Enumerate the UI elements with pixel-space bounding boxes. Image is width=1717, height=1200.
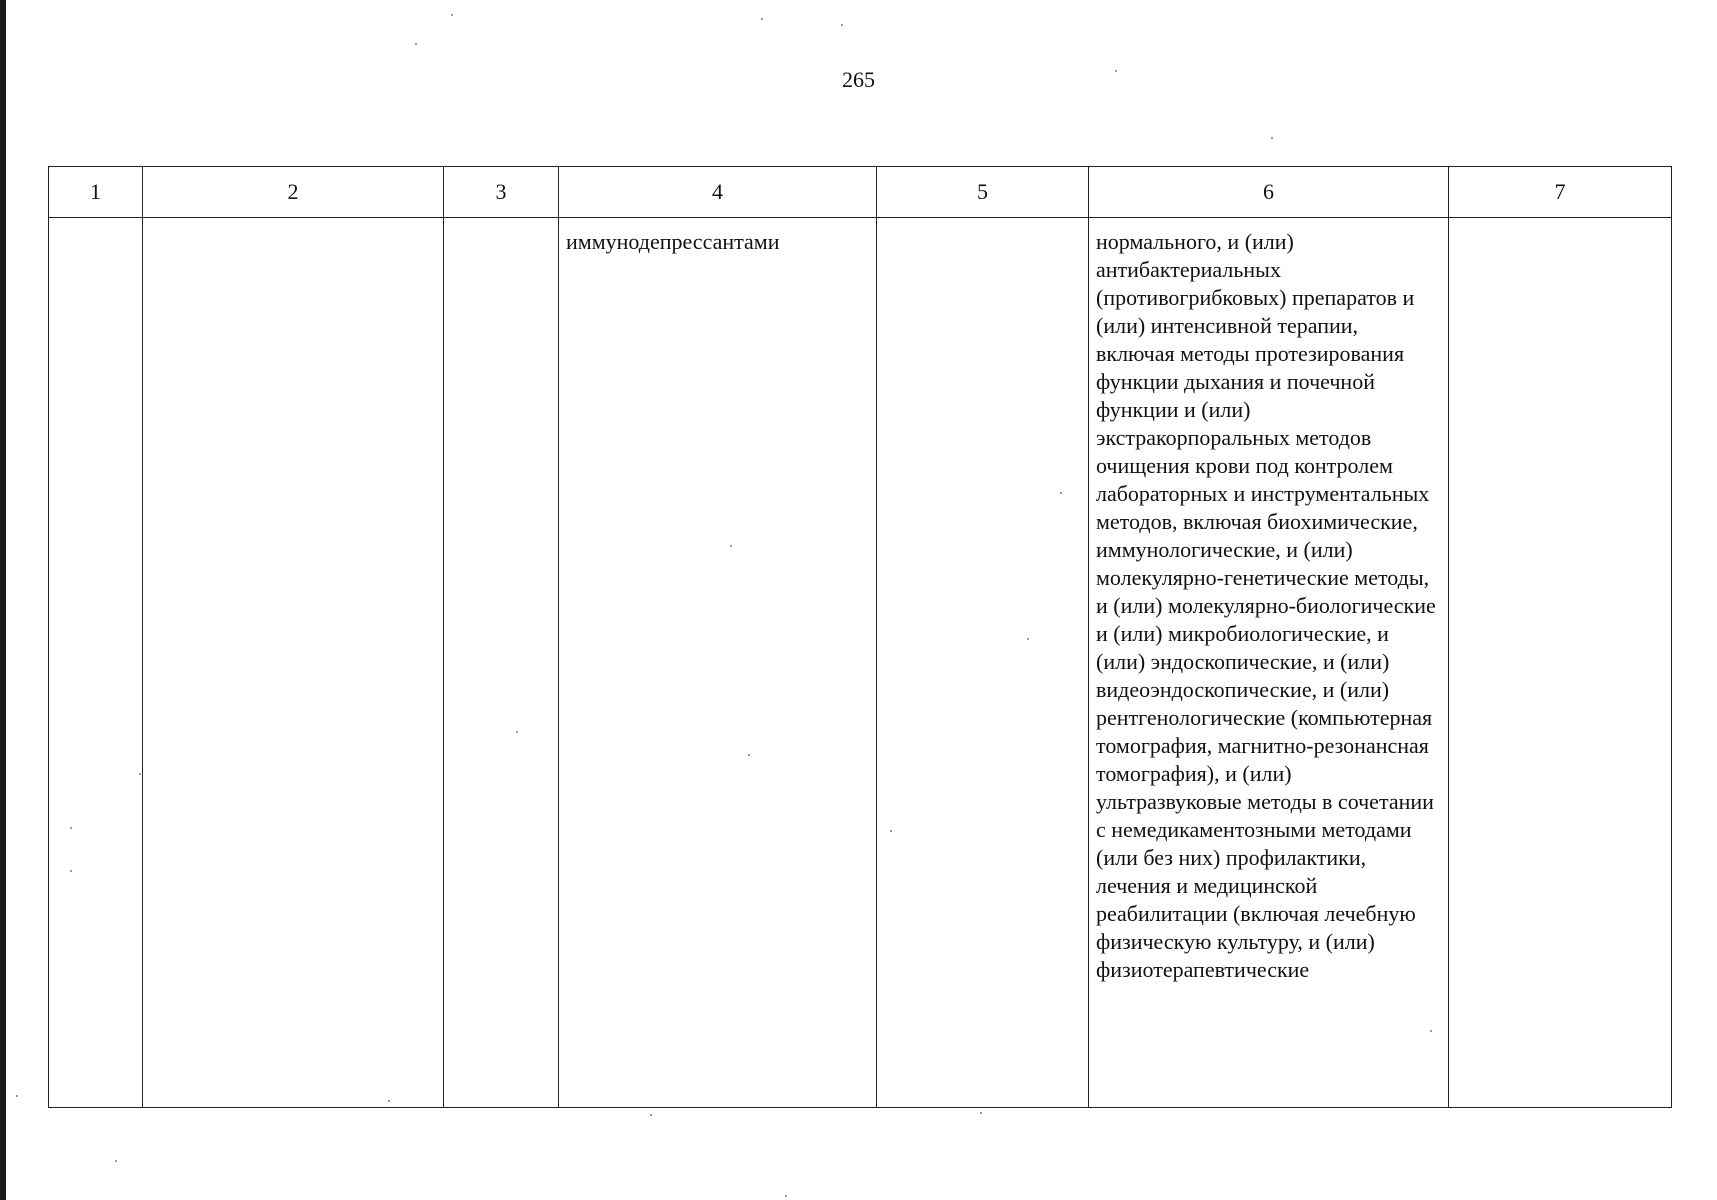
scan-speck	[70, 870, 72, 872]
scan-speck	[1430, 1030, 1432, 1032]
table-cell-col-5	[877, 218, 1089, 1108]
scan-speck	[730, 545, 732, 547]
scan-speck	[650, 1114, 652, 1116]
scan-edge	[0, 0, 6, 1200]
column-header-2: 2	[143, 167, 444, 218]
cell-text: иммунодепрессантами	[566, 229, 780, 254]
scan-speck	[1271, 137, 1273, 139]
scan-speck	[451, 14, 453, 16]
table-cell-col-6	[1089, 218, 1449, 1108]
table-cell-col-7	[1449, 218, 1672, 1108]
column-header-1: 1	[49, 167, 143, 218]
column-header-5: 5	[877, 167, 1089, 218]
cell-text	[1449, 218, 1671, 228]
column-number-row	[49, 167, 1672, 218]
scan-speck	[841, 24, 843, 26]
table-cell-col-1	[49, 218, 143, 1108]
cell-text: нормального, и (или) антибактериальных (противогрибковых) препаратов и (или) интенсивной терапии, включая методы протезирования функции дыхания и почечной функции и (или) экстракорпоральных методов очищения крови под контролем лабораторных и инструментальных методов, включая биохимические, иммунологические, и (или) молекулярно-генетические методы, и (или) молекулярно-биологические и (или) микробиологические, и (или) эндоскопические, и (или) видеоэндоскопические, и (или) рентгенологические (компьютерная томография, магнитно-резонансная томография), и (или) ультразвуковые методы в сочетании с немедикаментозными методами (или без них) профилактики, лечения и медицинской реабилитации (включая лечебную физическую культуру, и (или) физиотерапевтические	[1096, 229, 1436, 982]
scan-speck	[388, 1100, 390, 1102]
column-header-3: 3	[444, 167, 559, 218]
scan-speck	[1115, 70, 1117, 72]
scan-speck	[1060, 492, 1062, 494]
scan-speck	[1027, 638, 1029, 640]
cell-text	[444, 218, 558, 228]
scan-speck	[761, 18, 763, 20]
table-cell-col-4	[559, 218, 877, 1108]
scan-speck	[139, 773, 141, 775]
scan-speck	[70, 827, 72, 829]
scan-speck	[516, 731, 518, 733]
column-header-7: 7	[1449, 167, 1672, 218]
scan-speck	[415, 43, 417, 45]
scan-speck	[980, 1112, 982, 1114]
table-row	[49, 218, 1672, 1108]
cell-text	[49, 218, 142, 228]
scan-speck	[16, 1095, 18, 1097]
scan-speck	[785, 1195, 787, 1197]
cell-text	[143, 218, 443, 228]
table-cell-col-2	[143, 218, 444, 1108]
column-header-6: 6	[1089, 167, 1449, 218]
data-table	[48, 166, 1672, 1108]
scan-speck	[748, 754, 750, 756]
column-header-4: 4	[559, 167, 877, 218]
table-cell-col-3	[444, 218, 559, 1108]
cell-text	[877, 218, 1088, 228]
scan-speck	[115, 1160, 117, 1162]
page-number: 265	[842, 67, 875, 92]
scan-speck	[890, 830, 892, 832]
